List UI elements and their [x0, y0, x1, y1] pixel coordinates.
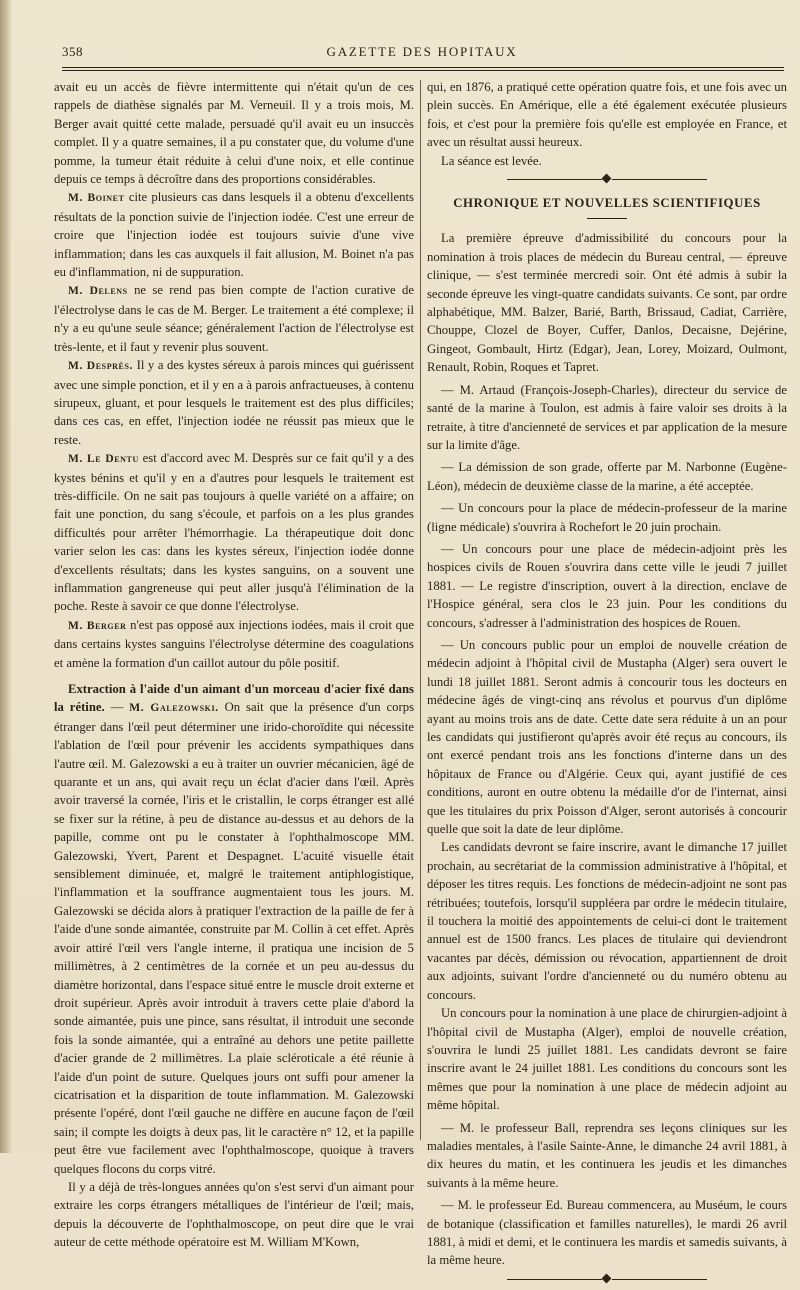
separator-line	[612, 179, 707, 180]
diamond-ornament-icon	[602, 174, 612, 184]
separator-line	[507, 179, 602, 180]
news-item: — Un concours pour la place de médecin-professeur de la marine (ligne médicale) s'ouvrira à Rochefort le 20 juin prochain.	[427, 501, 787, 534]
left-column	[54, 78, 414, 1252]
speaker-name: M. Delens	[68, 285, 128, 298]
article-title: Extraction à l'aide d'un aimant d'un morceau d'acier fixé dans la rétine.	[54, 682, 414, 715]
end-separator	[427, 1274, 787, 1284]
separator-line	[612, 1279, 707, 1280]
news-item: Un concours pour la nomination à une place de chirurgien-adjoint à l'hôpital civil de Mustapha (Alger), emploi de nouvelle création, s'ouvrira le lundi 25 juillet 1881. Les candidats devront se faire inscrire avant le 24 juillet 1881. Les conditions du concours sont les mêmes que pour la nomination à une place de médecin adjoint au même hôpital.	[427, 1006, 787, 1113]
paragraph: avait eu un accès de fièvre intermittente qui n'était qu'un de ces rappels de diathèse signalés par M. Verneuil. Il y a trois mois, M. Berger avait quitté cette malade, persuadé qu'il avait eu un insuccès complet. Il y a quatre semaines, il a pu constater que, du volume d'une pomme, la tumeur était réduite à celui d'une noix, et elle continue depuis ce temps à décroître dans des proportions considérables.	[54, 80, 414, 187]
separator-line	[507, 1279, 602, 1280]
speaker-name: M. Boinet	[68, 192, 125, 205]
news-item: — M. le professeur Ed. Bureau commencera, au Muséum, le cours de botanique (classification et familles naturelles), le mardi 26 avril 1881, à midi et demi, et le continuera les mardis et samedis suivants, à la même heure.	[427, 1198, 787, 1268]
page-number: 358	[62, 44, 83, 59]
paragraph-text: Il y a des kystes séreux à parois minces qui guérissent avec une simple ponction, et il y en a à parois anfractueuses, à contenu sirupeux, gluant, et pour lesquels le traitement est des plus difficiles; dans ces cas, en effet, l'injection iodée ne réussit pas mieux que le reste.	[54, 358, 415, 447]
paragraph	[54, 356, 414, 449]
paragraph-text: ne se rend pas bien compte de l'action curative de l'électrolyse dans le cas de M. Berger. Le traitement a été complexe; il n'y a eu qu'une seule séance; généralement l'action de l'électrolyse est très-lente, et il faut y revenir plus souvent.	[54, 283, 414, 354]
speaker-name: M. Berger	[68, 619, 127, 632]
paragraph: qui, en 1876, a pratiqué cette opération quatre fois, et une fois avec un plein succès. En Amérique, elle a été également exécutée plusieurs fois, et c'est pour la première fois qu'elle est employée en France, et avec un résultat aussi heureux.	[427, 80, 787, 150]
section-separator	[427, 174, 787, 184]
news-item: Les candidats devront se faire inscrire, avant le dimanche 17 juillet prochain, au secrétariat de la commission administrative à l'hôpital, et déposer les titres requis. Les fonctions de médecin-adjoint ne sont pas rétribuées; toutefois, lorsqu'il suppléera par ordre le médecin titulaire, il touchera la moitié des appointements de celui-ci dont le traitement annuel est de 1500 francs. Les places de titulaire qui deviendront vacantes par décès, démission ou révocation, appartiennent de droit aux adjoints, suivant l'ordre d'ancienneté ou du numéro obtenu au concours.	[427, 840, 787, 1002]
right-column	[427, 78, 787, 1290]
diamond-ornament-icon	[602, 1273, 612, 1283]
news-item: — M. le professeur Ball, reprendra ses leçons cliniques sur les maladies mentales, à l'asile Sainte-Anne, le dimanche 24 avril 1881, à dix heures du matin, et les continuera les jeudis et les dimanches suivants à la même heure.	[427, 1120, 787, 1190]
paragraph-text: n'est pas opposé aux injections iodées, mais il croit que dans certains kystes sanguins l'électrolyse détermine des coagulations et amène la formation d'un caillot autour du pôle positif.	[54, 617, 414, 670]
news-item: — Un concours public pour un emploi de nouvelle création de médecin adjoint à l'hôpital civil de Mustapha (Alger) sera ouvert le lundi 18 juillet 1881. Seront admis à concourir tous les docteurs en médecine âgés de vingt-cinq ans révolus et pourvus d'un diplôme ayant au moins trois ans de date. Cette date sera réduite à un an pour les candidats qui justifieront qu'après avoir été reçus au concours, ils ont exercé pendant trois ans les fonctions d'interne dans un des hôpitaux de France ou d'Algérie. Ceux qui, ayant justifié de ces conditions, auront en outre obtenu la médaille d'or de l'internat, ainsi que les titulaires du prix Poisson d'Alger, seront autorisés à concourir quelle que soit la date de leur diplôme.	[427, 637, 787, 837]
speaker-name: M. Le Dentu	[68, 453, 139, 466]
binding-edge	[0, 0, 12, 1153]
speaker-name: M. Galezowski.	[129, 702, 219, 715]
paragraph: La séance est levée.	[441, 153, 542, 168]
paragraph: Il y a déjà de très-longues années qu'on s'est servi d'un aimant pour extraire les corps étrangers métalliques de l'intérieur de l'œil; mais, depuis la découverte de l'ophthalmoscope, on peut dire que le vrai auteur de cette méthode opératoire est M. William M'Kown,	[54, 1179, 414, 1250]
paragraph-text: est d'accord avec M. Desprès sur ce fait qu'il y a des kystes bénins et qu'il y en a d'autres pour lesquels le traitement est très-difficile. On ne sait pas toujours à quelle variété on a affaire; on fait une ponction, du sang s'écoule, et parfois on a les plus grandes difficultés pour arrêter l'hémorrhagie. La thérapeutique doit donc varier selon les cas: dans les kystes séreux, l'injection iodée donne d'excellents résultats; dans les kystes sanguins, on a souvent une inflammation gangreneuse qui peut aller jusqu'à l'élimination de la poche. Reste à savoir ce que donne l'électrolyse.	[54, 451, 414, 614]
news-item: — M. Artaud (François-Joseph-Charles), directeur du service de santé de la marine à Toulon, est admis à faire valoir ses droits à la retraite, à titre d'ancienneté de services et par application de la mesure sur la limite d'âge.	[427, 382, 787, 452]
paragraph	[54, 449, 414, 616]
paragraph-text: cite plusieurs cas dans lesquels il a obtenu d'excellents résultats de la ponction suivie de l'injection iodée. C'est une erreur de croire que l'injection iodée est toujours suivie d'une vive inflammation; dans les cas auxquels il fait allusion, M. Boinet n'a pas eu d'inflammation, ni de suppuration.	[54, 190, 414, 280]
news-item: — Un concours pour une place de médecin-adjoint près les hospices civils de Rouen s'ouvrira dans cette ville le jeudi 7 juillet 1881. — Le registre d'inscription, ouvert à la direction, enclave de l'Hospice général, sera clos le 23 juin. Pour les conditions du concours, s'adresser à l'administration des hospices de Rouen.	[427, 541, 787, 630]
page-header	[62, 44, 782, 64]
spacer	[54, 672, 414, 680]
journal-title: GAZETTE DES HOPITAUX	[326, 44, 518, 59]
header-rule	[62, 67, 784, 71]
news-item: La première épreuve d'admissibilité du concours pour la nomination à trois places de médecin du Bureau central, — épreuve clinique, — s'est terminée mercredi soir. Ont été admis à subir la seconde épreuve les vingt-quatre candidats suivants. Ce sont, par ordre alphabétique, MM. Balzer, Barié, Barth, Brissaud, Cadiat, Carrière, Chouppe, Clozel de Boyer, Cuffer, Danlos, Decaisne, Dejérine, Gingeot, Gombault, Hirtz (Edgar), Jean, Lorey, Moizard, Oulmont, Renault, Robin, Roques et Tapret.	[427, 231, 787, 375]
paragraph-text: On sait que la présence d'un corps étranger dans l'œil peut déterminer une irido-choroïdite qui nécessite l'ablation de l'œil pour prévenir les accidents sympathiques dans l'autre œil. M. Galezowski a eu à traiter un ouvrier mécanicien, âgé de quarante et un ans, qui avait reçu un éclat d'acier dans l'œil. Après avoir traversé la cornée, l'iris et le cristallin, le corps étranger est allé se fixer sur la rétine, à peu de distance au-dessus et au dehors de la papille, comme ont pu le constater à l'ophthalmoscope MM. Galezowski, Yvert, Parent et Despagnet. L'acuité visuelle était sensiblement diminuée, et, malgré le traitement antiphlogistique, l'inflammation et la souffrance augmentaient tous les jours. M. Galezowski se décida alors à pratiquer l'extraction de la paille de fer à l'aide d'une sonde aimantée, construite par M. Collin à cet effet. Après avoir attiré l'œil vers l'angle interne, il pratiqua une incision de 5 millimètres, à 2 centimètres de la cornée et un peu au-dessus du diamètre horizontal, dans l'espace situé entre le muscle droit externe et droit supérieur. Après avoir introduit à travers cette plaie d'abord la sonde aimantée, puis une pince, sans résultat, il introduit une seconde fois la sonde aimantée, qui a entraîné au dehors une petite paillette d'acier grande de 2 millimètres. La plaie scléroticale a été réunie à l'aide d'un point de suture. Quelques jours ont suffi pour amener la cicatrisation et la disparition de toute inflammation. M. Galezowski présente l'opéré, dont l'œil gauche ne diffère en aucune façon de l'œil sain; il compte les doigts à deux pas, lit le caractère n° 12, et la papille peut être vue facilement avec l'ophthalmoscope, quoique à travers quelques flocons du corps vitré.	[54, 700, 415, 1176]
article-paragraph	[54, 680, 414, 1178]
news-item: — La démission de son grade, offerte par M. Narbonne (Eugène-Léon), médecin de deuxième classe de la marine, a été acceptée.	[427, 460, 787, 493]
title-rule	[587, 218, 627, 219]
column-divider	[420, 80, 421, 1140]
paragraph	[54, 616, 414, 672]
paragraph	[54, 188, 414, 281]
paragraph	[54, 281, 414, 356]
speaker-name: M. Desprès.	[68, 360, 134, 373]
dash: —	[104, 700, 130, 715]
section-title: CHRONIQUE ET NOUVELLES SCIENTIFIQUES	[453, 196, 761, 211]
